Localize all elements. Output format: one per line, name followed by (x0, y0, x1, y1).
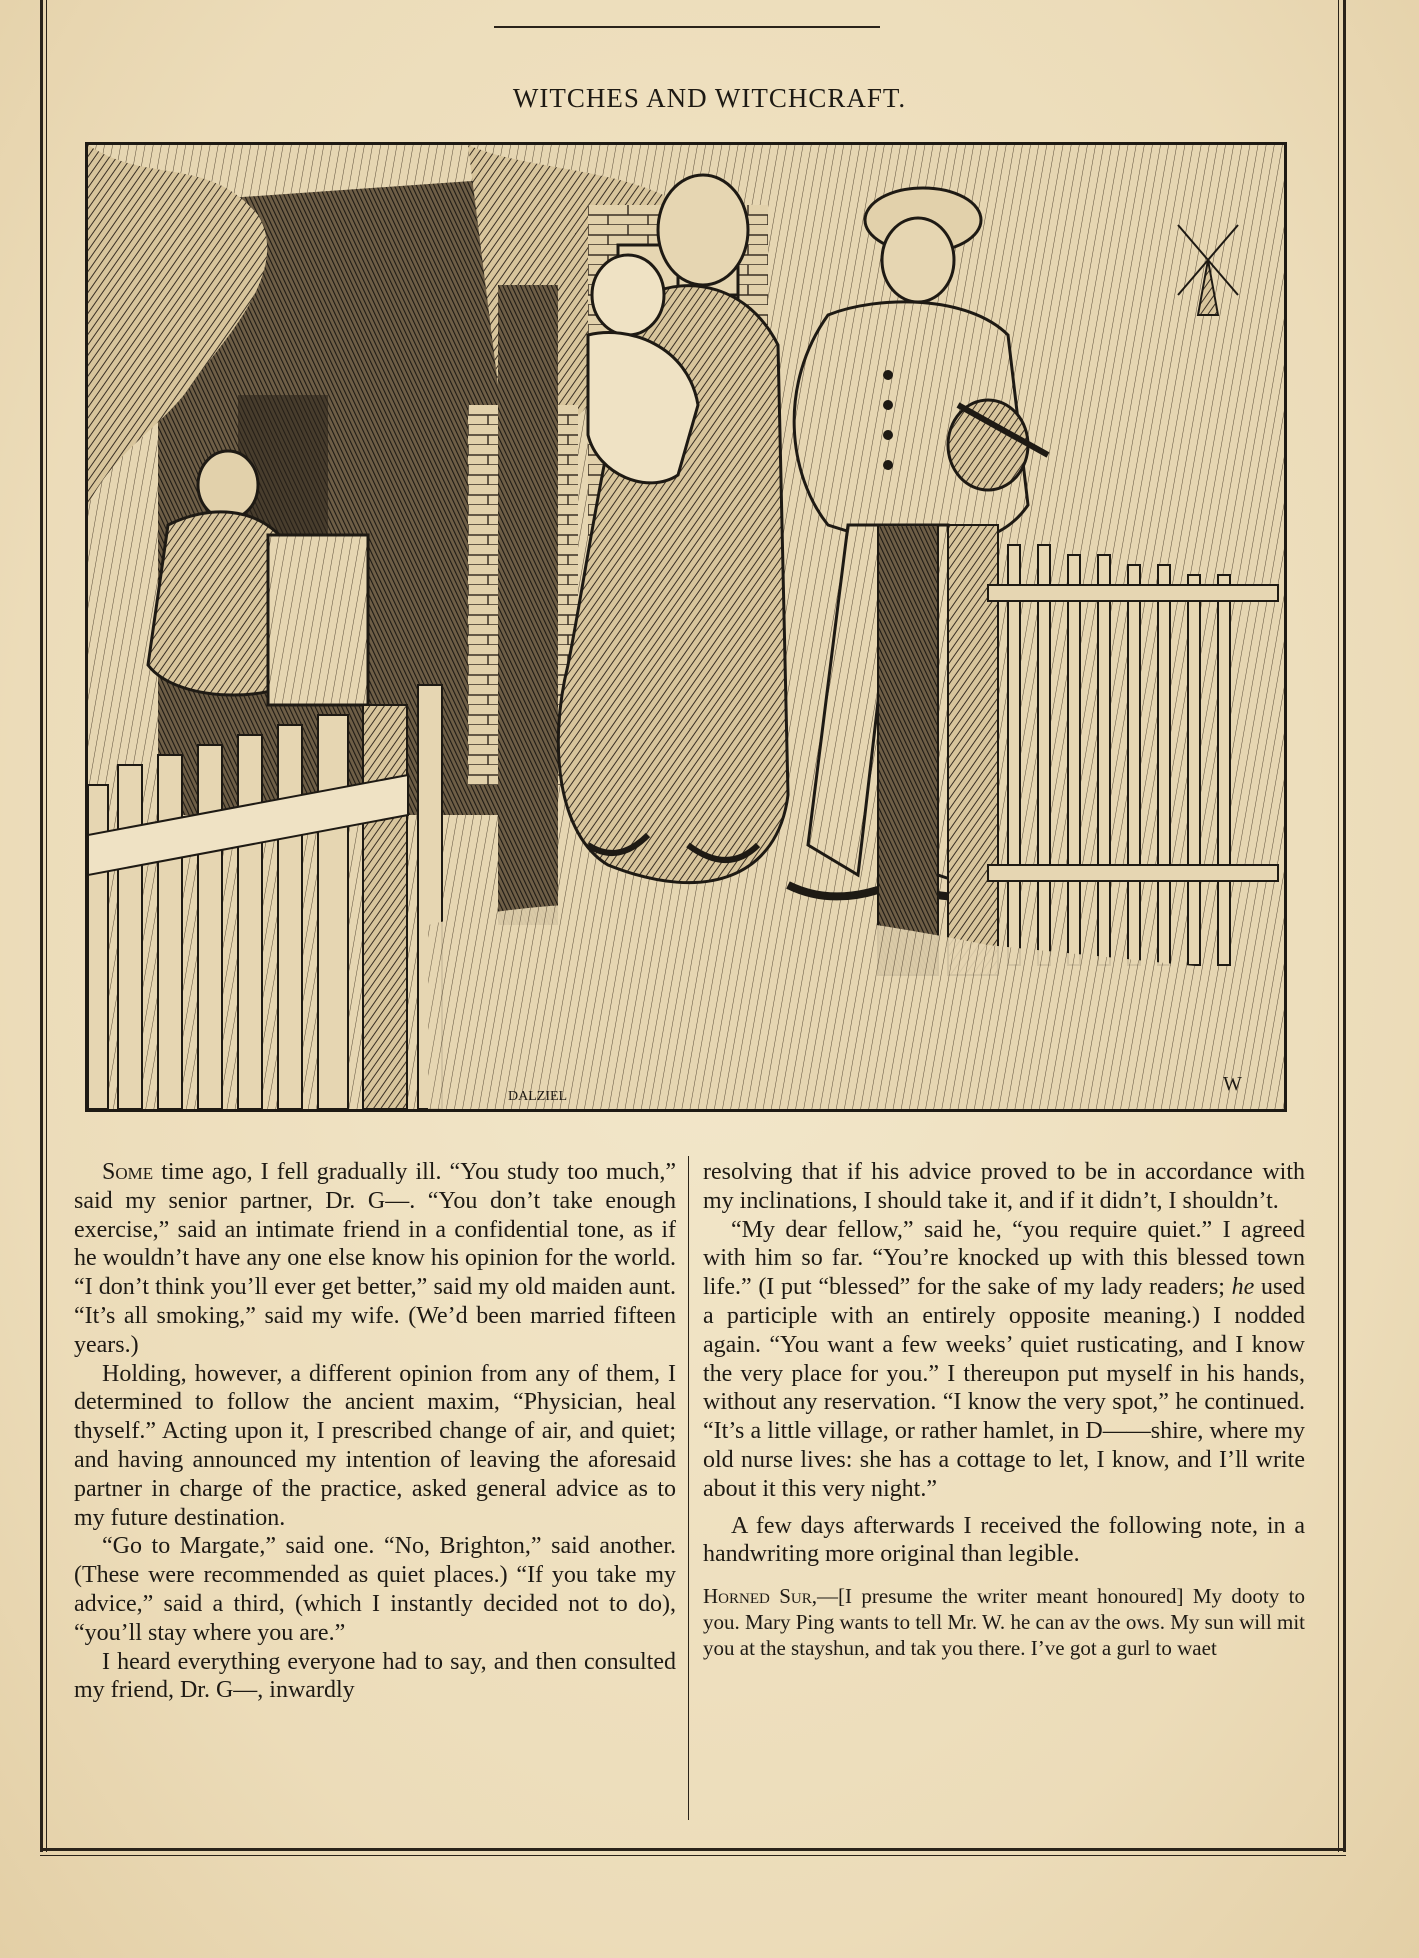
paragraph-2: Holding, however, a different opinion from any of them, I determined to follow the ancient maxim, “Physician, heal thyself.” Acting upon it, I prescribed change of air, and quiet; and having announced my intention of leaving the aforesaid partner in charge of the practice, asked general advice as to my future destination. (74, 1360, 676, 1531)
paragraph-4: I heard everything everyone had to say, and then consulted my friend, Dr. G—, inwardly (74, 1648, 676, 1704)
bottom-border-rule-inner (40, 1855, 1346, 1856)
header-rule (494, 26, 880, 28)
paragraph-6-text-b: used a participle with an entirely opposite meaning.) I nodded again. “You want a few weeks’ quiet rusticating, and I know the very place for you.” I thereupon put myself in his hands, without any reservation. “I know the very spot,” he continued. “It’s a little village, or rather hamlet, in D——shire, where my old nurse lives: she has a cottage to let, I know, and I’ll write about it this very night.” (703, 1274, 1305, 1502)
left-border-rule (40, 0, 43, 1852)
bottom-border-rule (40, 1848, 1346, 1851)
paragraph-6 (703, 1216, 1305, 1504)
bundle (948, 400, 1028, 490)
article-title: WITCHES AND WITCHCRAFT. (512, 83, 907, 113)
right-border-rule-inner (1338, 0, 1339, 1852)
engraving-illustration (85, 142, 1287, 1112)
seated-woman (198, 451, 258, 519)
paragraph-1 (74, 1158, 676, 1360)
right-border-rule (1343, 0, 1346, 1852)
baby (592, 255, 664, 335)
artist-monogram: W (1223, 1073, 1242, 1095)
paragraph-1-lead: Some (102, 1159, 154, 1185)
paragraph-6-italic: he (1231, 1274, 1255, 1301)
woman-with-baby (658, 175, 748, 285)
article-column-right (703, 1158, 1305, 1661)
paragraph-5: resolving that if his advice proved to be in accordance with my inclinations, I should take it, and if it didn’t, I shouldn’t. (703, 1159, 1305, 1214)
gate-right (878, 525, 1278, 975)
left-border-rule-inner (46, 0, 47, 1852)
quoted-note (703, 1583, 1305, 1661)
column-divider (688, 1156, 689, 1820)
paragraph-6-text-a: “My dear fellow,” said he, “you require quiet.” I agreed with him so far. “You’re knocked up with this blessed town life.” (I put “blessed” for the sake of my lady readers; (703, 1216, 1305, 1301)
paragraph-7: A few days afterwards I received the following note, in a handwriting more original than legible. (703, 1512, 1305, 1568)
engraver-signature: DALZIEL (508, 1089, 568, 1104)
note-salutation: Horned Sur, (703, 1584, 817, 1609)
paragraph-3: “Go to Margate,” said one. “No, Brighton,” said another. (These were recommended as quiet places.) “If you take my advice,” said a third, (which I instantly decided not to do), “you’ll stay where you are.” (74, 1533, 676, 1646)
article-column-left (74, 1158, 676, 1705)
paragraph-1-text: time ago, I fell gradually ill. “You study too much,” said my senior partner, Dr. G—. “You don’t take enough exercise,” said an intimate friend in a confidential tone, as if he wouldn’t have any one else know his opinion for the world. “I don’t think you’ll ever get better,” said my old maiden aunt. “It’s all smoking,” said my wife. (We’d been married fifteen years.) (74, 1159, 676, 1358)
gate-post-centre (498, 285, 558, 925)
note-text: —[I presume the writer meant honoured] My dooty to you. Mary Ping wants to tell Mr. W. he can av the ows. My sun will mit you at the stayshun, and tak you there. I’ve got a gurl to waet (703, 1584, 1305, 1661)
engraving-scene (88, 145, 1284, 1109)
